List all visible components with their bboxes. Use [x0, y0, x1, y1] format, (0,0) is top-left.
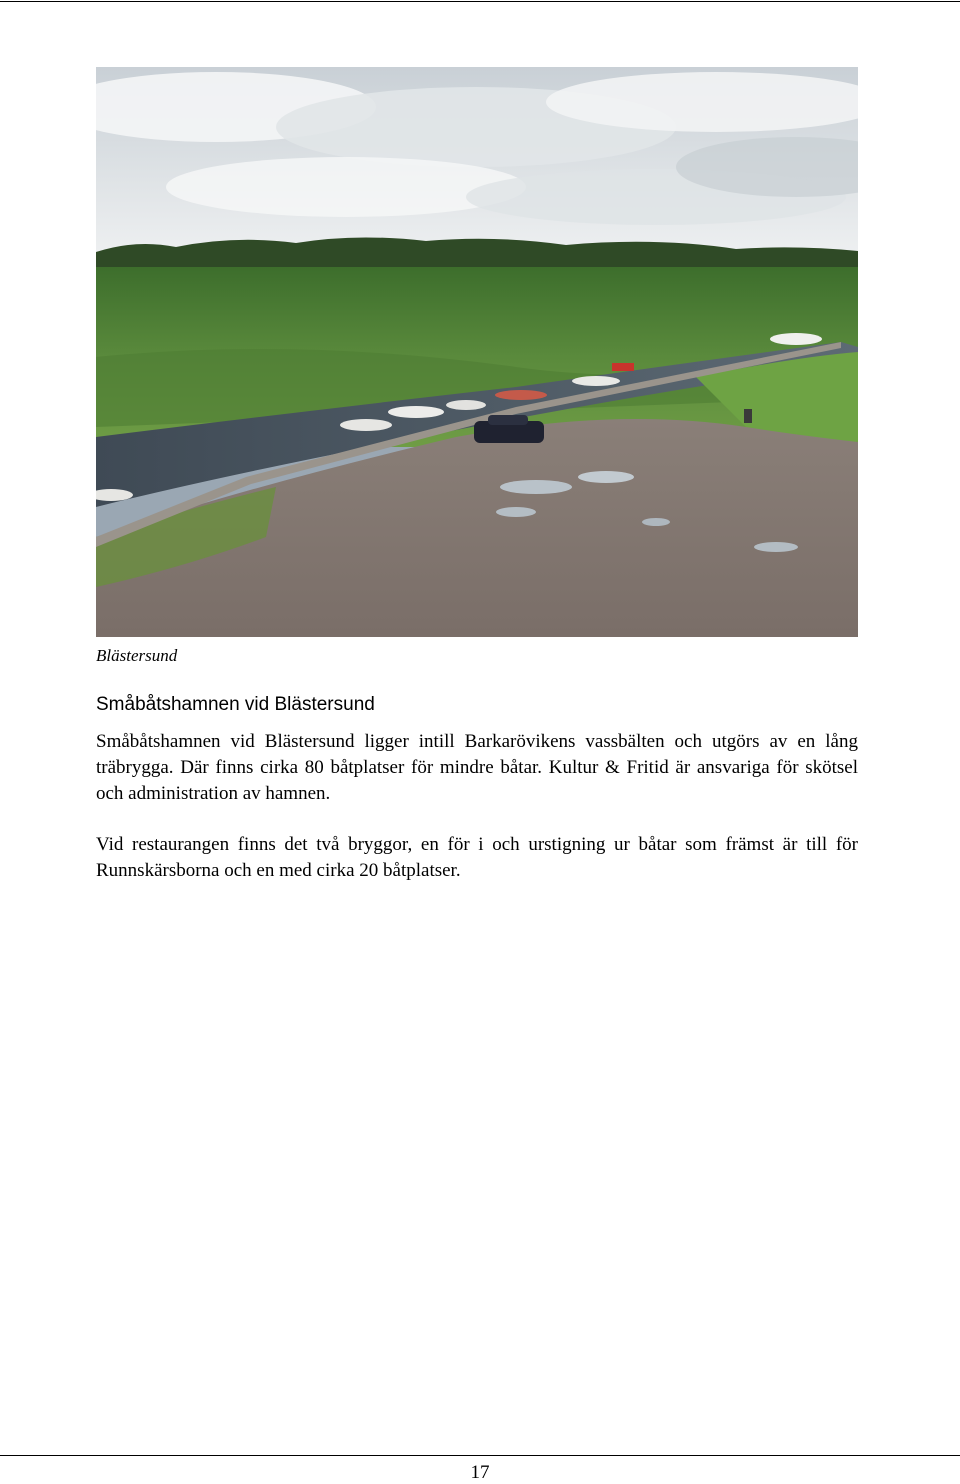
page-number: 17: [470, 1462, 490, 1483]
harbor-photo: [96, 67, 858, 637]
section-heading: Småbåtshamnen vid Blästersund: [96, 694, 375, 715]
harbor-photo-illustration: [96, 67, 858, 637]
body-paragraph-2: Vid restaurangen finns det två bryggor, en för i och urstigning ur båtar som främst är till för Runnskärsborna och en med cirka 20 båtplatser.: [96, 834, 858, 881]
footer-rule: [0, 1455, 960, 1456]
photo-caption: Blästersund: [96, 646, 178, 665]
body-paragraph-1: Småbåtshamnen vid Blästersund ligger intill Barkarövikens vassbälten och utgörs av en lång träbrygga. Där finns cirka 80 båtplatser för mindre båtar. Kultur & Fritid är ansvariga för skötsel och administration av hamnen.: [96, 731, 858, 804]
top-rule: [0, 1, 960, 2]
